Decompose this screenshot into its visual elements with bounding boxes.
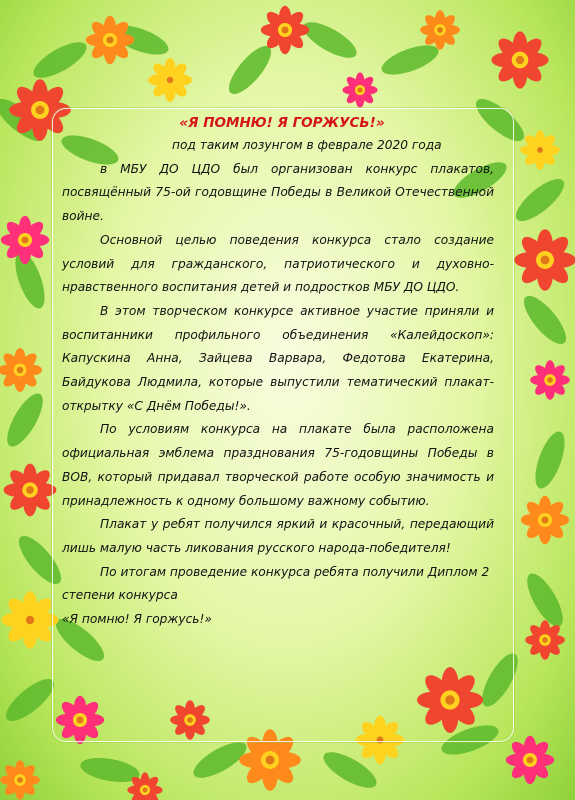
leaf-shape <box>0 389 49 452</box>
leaf-shape <box>222 40 277 100</box>
paragraph-4: По условиям конкурса на плакате была расположена официальная эмблема празднования 75-годовщины Победы в ВОВ, который придавал творческой работе особую значимость и принадлежность к одному большому важному событию. <box>62 422 494 508</box>
flower-icon <box>342 72 377 107</box>
leaf-shape <box>79 754 142 786</box>
flower-icon <box>1 591 58 648</box>
leaf-shape <box>517 290 572 350</box>
flower-icon <box>514 229 575 291</box>
flower-icon <box>0 760 40 800</box>
flower-icon <box>1 216 49 264</box>
closing-slogan: «Я помню! Я горжусь!» <box>62 612 212 627</box>
flower-icon <box>261 6 309 54</box>
flower-icon <box>525 620 565 660</box>
flower-icon <box>0 348 42 392</box>
leaf-shape <box>529 428 570 492</box>
flower-icon <box>491 31 548 88</box>
paragraph-5: Плакат у ребят получился яркий и красочный, передающий лишь малую часть ликования русского народа-победителя! <box>62 517 494 555</box>
paragraph-3: В этом творческом конкурсе активное участие приняли и воспитанники профильного объединения «Калейдоскоп»: Капускина Анна, Зайцева Варвара, Федотова Екатерина, Байдукова Людмила, которые выпустили тематический плакат-открытку «С Днём Победы!». <box>62 303 494 413</box>
flower-icon <box>530 360 570 400</box>
article-title: «Я ПОМНЮ! Я ГОРЖУСЬ!» <box>179 115 385 131</box>
leaf-shape <box>510 172 570 227</box>
flower-icon <box>420 10 460 50</box>
flower-icon <box>86 16 134 64</box>
leaf-shape <box>378 39 442 80</box>
paragraph-6: По итогам проведение конкурса ребята получили Диплом 2 степени конкурса <box>62 564 490 603</box>
paragraph-1: в МБУ ДО ЦДО был организован конкурс плакатов, посвящённый 75-ой годовщине Победы в Великой Отечественной войне. <box>62 161 494 224</box>
flower-icon <box>521 496 569 544</box>
flower-icon <box>506 736 554 784</box>
leaf-shape <box>29 35 92 84</box>
flower-icon <box>4 464 57 517</box>
flower-icon <box>520 130 560 170</box>
intro-line: под таким лозунгом в феврале 2020 года <box>172 138 442 152</box>
article-body <box>62 112 494 632</box>
leaf-shape <box>299 15 362 64</box>
flower-icon <box>148 58 192 102</box>
paragraph-2: Основной целью поведения конкурса стало создание условий для гражданского, патриотического и духовно-нравственного воспитания детей и подростков МБУ ДО ЦДО. <box>62 232 494 295</box>
